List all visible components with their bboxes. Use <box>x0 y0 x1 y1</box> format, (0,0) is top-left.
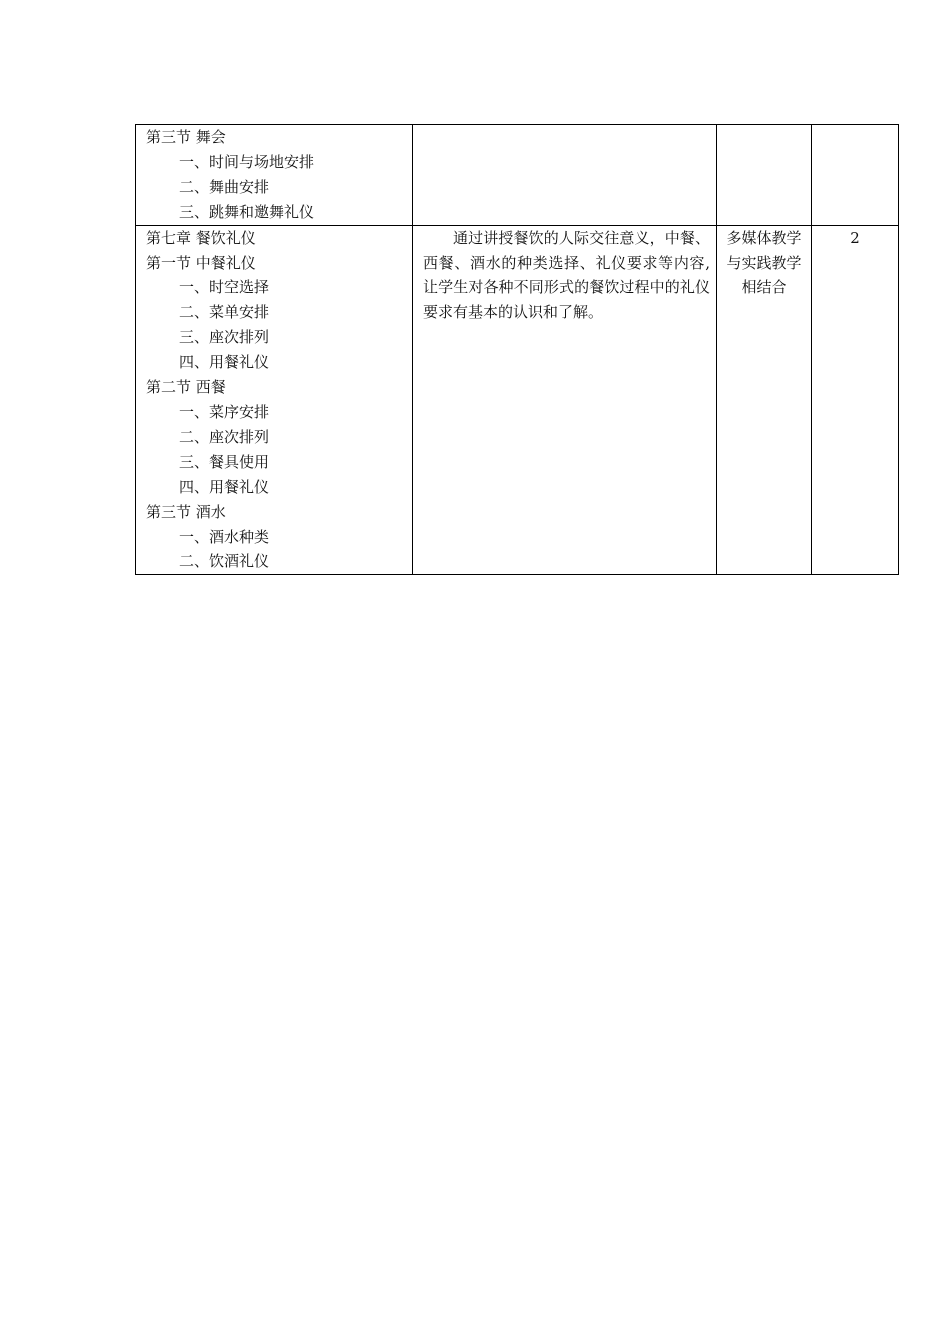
topic-item: 四、用餐礼仪 <box>179 353 270 372</box>
topic-item: 二、座次排列 <box>179 427 270 446</box>
method-cell <box>717 225 812 575</box>
topic-item: 三、座次排列 <box>179 328 270 347</box>
topic-item: 二、饮酒礼仪 <box>179 552 270 571</box>
section-heading: 第三节 舞会 <box>146 128 226 146</box>
hours-cell <box>812 125 899 226</box>
topic-item: 四、用餐礼仪 <box>179 477 270 496</box>
section-heading: 第三节 酒水 <box>146 502 226 521</box>
goal-text: 通过讲授餐饮的人际交往意义，中餐、西餐、酒水的种类选择、礼仪要求等内容,让学生对各种不同形式的餐饮过程中的礼仪要求有基本的认识和了解。 <box>423 228 710 322</box>
table-row <box>136 125 899 226</box>
topic-item: 二、舞曲安排 <box>179 177 270 196</box>
topic-item: 一、菜序安排 <box>179 402 270 421</box>
content-cell <box>136 225 413 575</box>
method-cell <box>717 125 812 226</box>
goal-cell <box>413 125 717 226</box>
goal-cell <box>413 225 717 575</box>
section-heading: 第一节 中餐礼仪 <box>146 253 256 272</box>
method-text: 多媒体教学与实践教学相结合 <box>726 228 802 297</box>
topic-item: 一、时空选择 <box>179 278 270 297</box>
hours-cell <box>812 225 899 575</box>
chapter-heading: 第七章 餐饮礼仪 <box>146 228 256 247</box>
topic-item: 三、餐具使用 <box>179 452 270 471</box>
syllabus-table <box>135 124 899 575</box>
content-cell <box>136 125 413 226</box>
topic-item: 三、跳舞和邀舞礼仪 <box>179 202 315 221</box>
section-heading: 第二节 西餐 <box>146 378 226 397</box>
hours-text: 2 <box>850 228 860 247</box>
table-row <box>136 225 899 575</box>
topic-item: 一、酒水种类 <box>179 527 270 546</box>
topic-item: 一、时间与场地安排 <box>179 152 315 171</box>
topic-item: 二、菜单安排 <box>179 303 270 322</box>
